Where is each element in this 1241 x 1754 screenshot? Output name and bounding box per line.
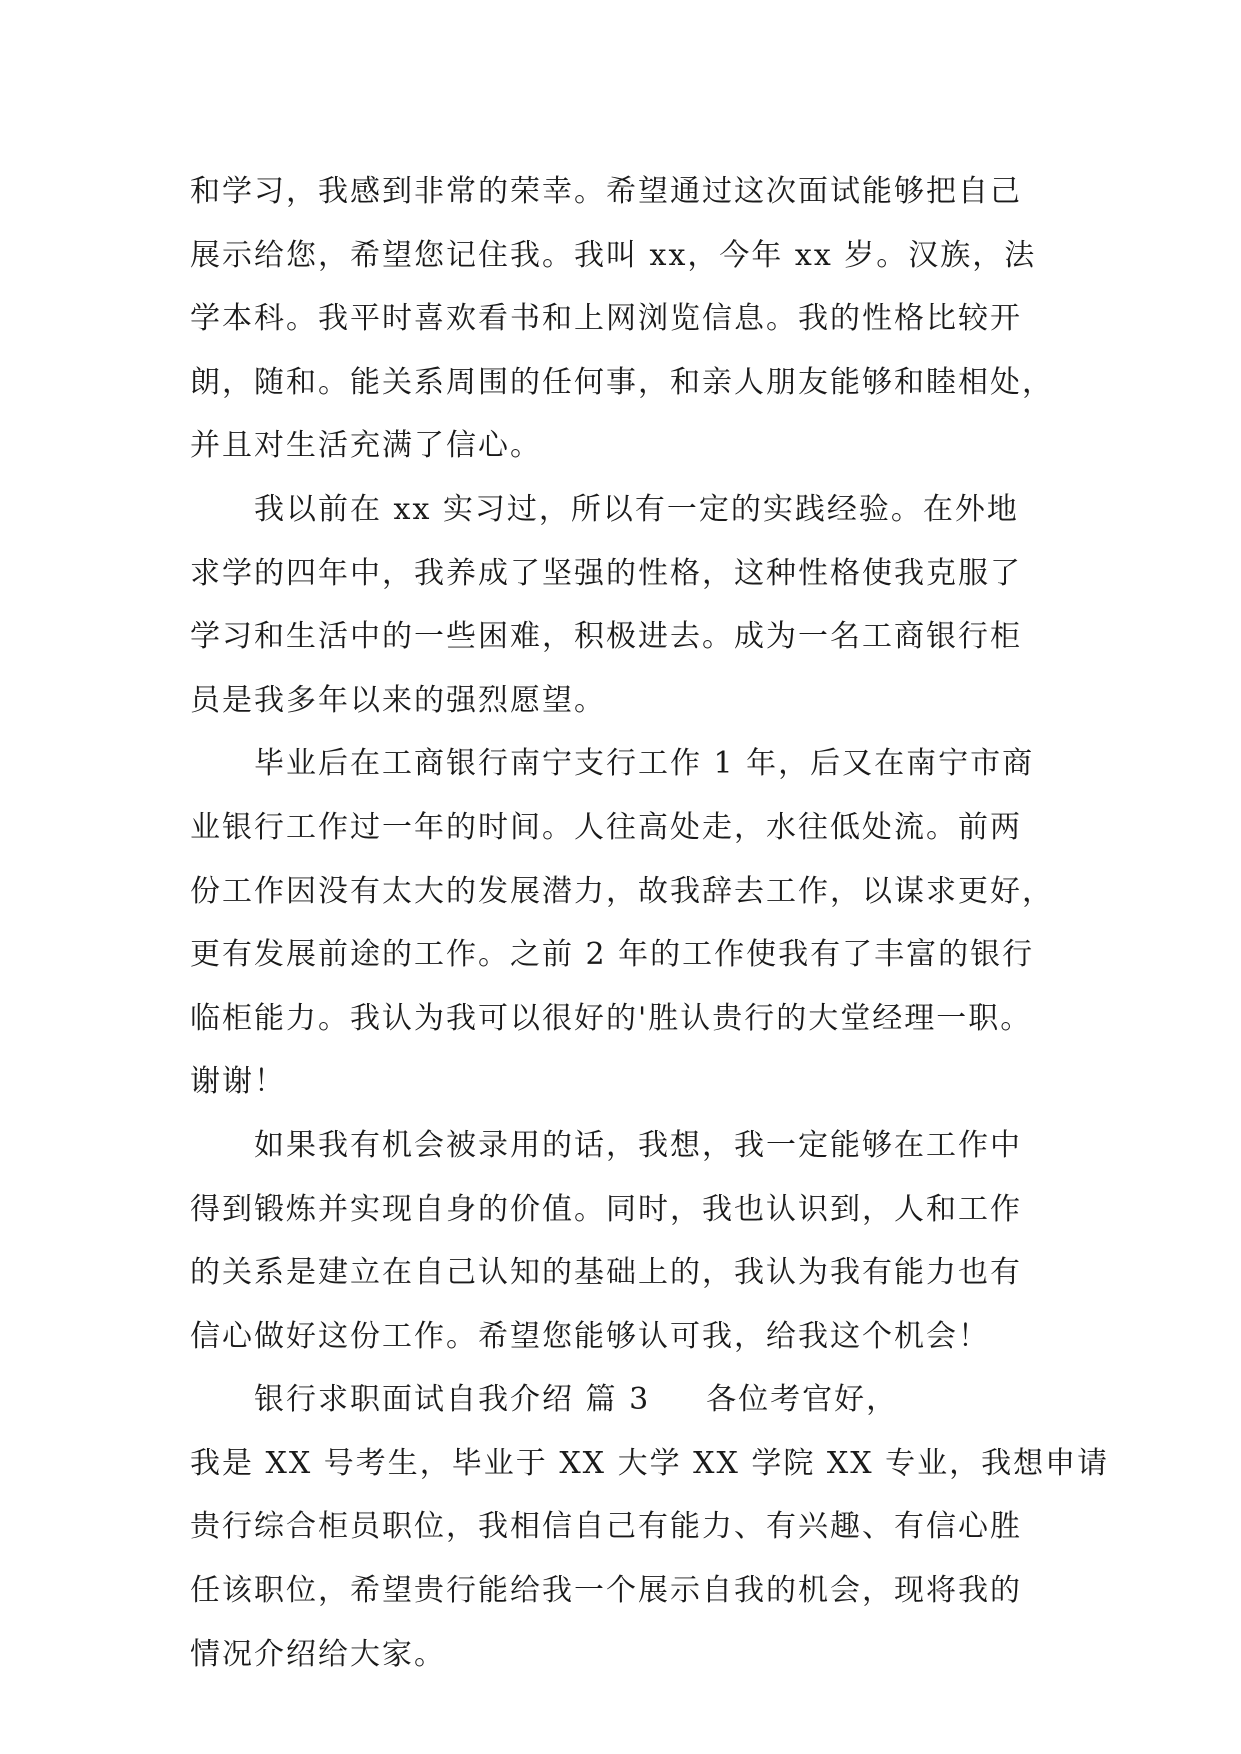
text-line: 更有发展前途的工作。之前 2 年的工作使我有了丰富的银行 <box>190 937 1035 973</box>
text-line: 求学的四年中，我养成了坚强的性格，这种性格使我克服了 <box>190 555 1022 591</box>
text-line: 临柜能力。我认为我可以很好的'胜认贵行的大堂经理一职。 <box>190 1000 1033 1036</box>
paragraph-work-history <box>190 732 1070 1114</box>
text-line: 如果我有机会被录用的话，我想，我一定能够在工作中 <box>254 1127 1022 1163</box>
text-line: 和学习，我感到非常的荣幸。希望通过这次面试能够把自己 <box>190 174 1022 209</box>
text-line: 谢谢！ <box>190 1064 286 1100</box>
text-line: 毕业后在工商银行南宁支行工作 1 年，后又在南宁市商 <box>254 746 1035 782</box>
text-line: 学本科。我平时喜欢看书和上网浏览信息。我的性格比较开 <box>190 301 1022 337</box>
text-line: 情况介绍给大家。 <box>190 1636 446 1672</box>
text-line: 员是我多年以来的强烈愿望。 <box>190 682 606 718</box>
text-line: 并且对生活充满了信心。 <box>190 428 542 464</box>
paragraph-final <box>190 1432 1110 1686</box>
paragraph-intro <box>190 160 1070 478</box>
document-body <box>190 160 1110 1686</box>
text-line: 份工作因没有太大的发展潜力，故我辞去工作，以谋求更好， <box>190 873 1054 909</box>
text-line: 得到锻炼并实现自身的价值。同时，我也认识到，人和工作 <box>190 1191 1022 1227</box>
text-line: 朗，随和。能关系周围的任何事，和亲人朋友能够和睦相处， <box>190 364 1054 400</box>
text-line: 任该职位，希望贵行能给我一个展示自我的机会，现将我的 <box>190 1573 1022 1609</box>
text-line: 我以前在 xx 实习过，所以有一定的实践经验。在外地 <box>254 491 1019 527</box>
text-line: 贵行综合柜员职位，我相信自己有能力、有兴趣、有信心胜 <box>190 1509 1022 1545</box>
paragraph-hope <box>190 1114 1070 1368</box>
section-heading <box>190 1368 1070 1432</box>
text-line: 我是 XX 号考生，毕业于 XX 大学 XX 学院 XX 专业，我想申请 <box>190 1445 1110 1481</box>
section-title: 银行求职面试自我介绍 篇 3 <box>254 1382 651 1418</box>
text-line: 学习和生活中的一些困难，积极进去。成为一名工商银行柜 <box>190 619 1022 655</box>
text-line: 的关系是建立在自己认知的基础上的，我认为我有能力也有 <box>190 1255 1022 1291</box>
text-line: 业银行工作过一年的时间。人往高处走，水往低处流。前两 <box>190 809 1022 845</box>
text-line: 展示给您，希望您记住我。我叫 xx，今年 xx 岁。汉族，法 <box>190 237 1037 273</box>
paragraph-experience <box>190 478 1070 732</box>
section-greeting: 各位考官好， <box>706 1382 899 1418</box>
text-line: 信心做好这份工作。希望您能够认可我，给我这个机会！ <box>190 1318 990 1354</box>
